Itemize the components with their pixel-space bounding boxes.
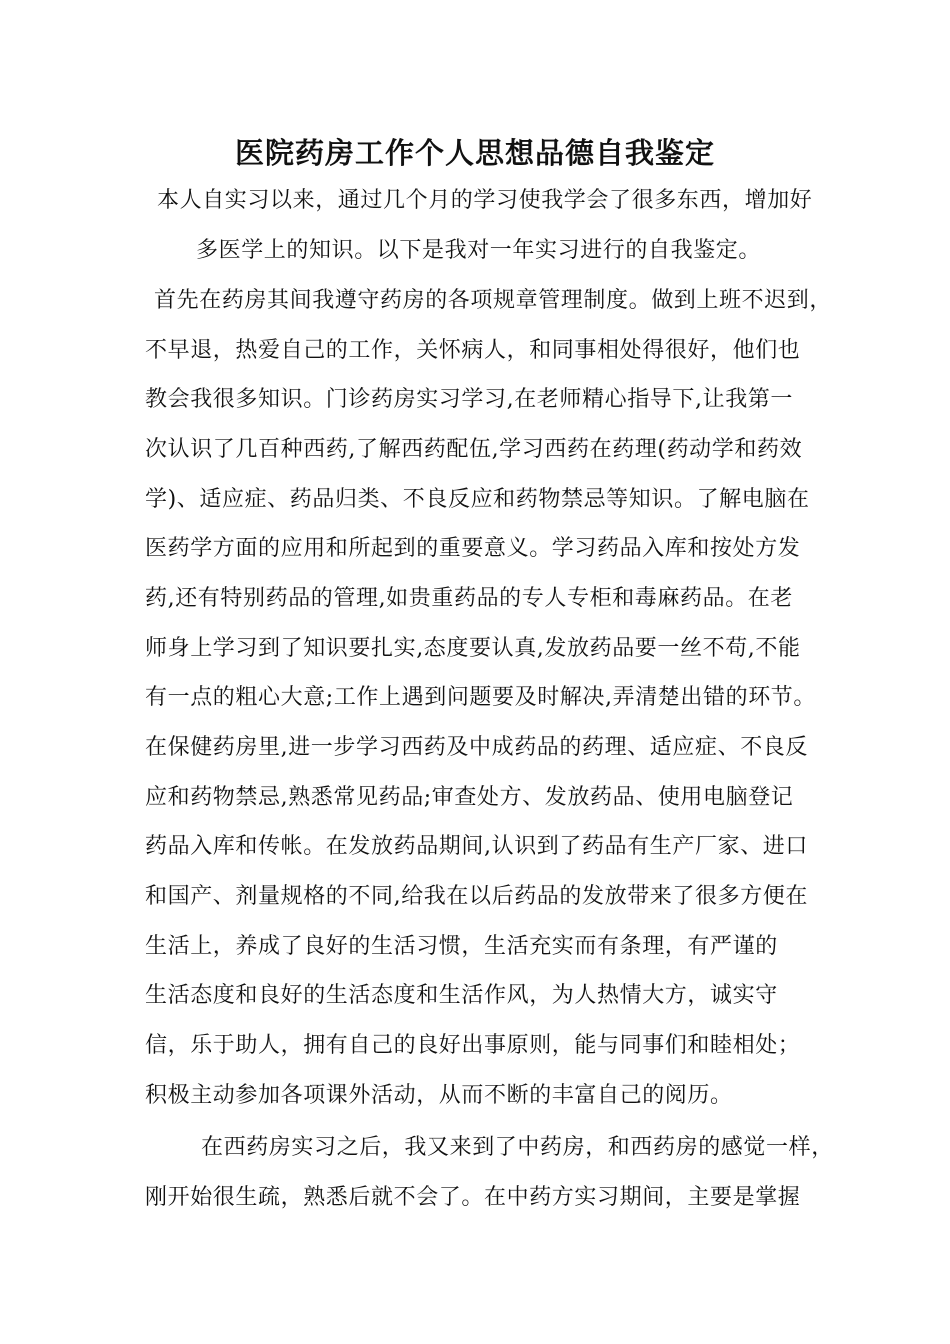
text-line-4: 不早退，热爱自己的工作，关怀病人，和同事相处得很好，他们也 [145,338,801,363]
text-line-12: 在保健药房里,进一步学习西药及中成药品的药理、适应症、不良反 [145,735,808,760]
text-line-8: 医药学方面的应用和所起到的重要意义。学习药品入库和按处方发 [145,536,801,561]
text-line-2: 多医学上的知识。以下是我对一年实习进行的自我鉴定。 [196,238,762,263]
text-line-21: 刚开始很生疏，熟悉后就不会了。在中药方实习期间，主要是掌握 [145,1185,801,1210]
text-line-10: 师身上学习到了知识要扎实,态度要认真,发放药品要一丝不苟,不能 [145,636,801,661]
text-line-15: 和国产、剂量规格的不同,给我在以后药品的发放带来了很多方便在 [145,884,808,909]
text-line-9: 药,还有特别药品的管理,如贵重药品的专人专柜和毒麻药品。在老 [145,586,793,611]
text-line-18: 信，乐于助人，拥有自己的良好出事原则，能与同事们和睦相处； [145,1033,801,1058]
text-line-7: 学)、适应症、药品归类、不良反应和药物禁忌等知识。了解电脑在 [145,487,810,512]
text-line-1: 本人自实习以来，通过几个月的学习使我学会了很多东西，增加好 [157,188,813,213]
text-line-6: 次认识了几百种西药,了解西药配伍,学习西药在药理(药动学和药效 [145,437,803,462]
text-line-3: 首先在药房其间我遵守药房的各项规章管理制度。做到上班不迟到， [154,288,833,313]
text-line-16: 生活上，养成了良好的生活习惯，生活充实而有条理，有严谨的 [145,934,778,959]
text-line-14: 药品入库和传帐。在发放药品期间,认识到了药品有生产厂家、进口 [145,834,808,859]
text-line-13: 应和药物禁忌,熟悉常见药品;审查处方、发放药品、使用电脑登记 [145,785,794,810]
text-line-17: 生活态度和良好的生活态度和生活作风，为人热情大方，诚实守 [145,983,778,1008]
document-title: 医院药房工作个人思想品德自我鉴定 [234,136,715,170]
text-line-20: 在西药房实习之后，我又来到了中药房，和西药房的感觉一样， [201,1135,834,1160]
text-line-19: 积极主动参加各项课外活动，从而不断的丰富自己的阅历。 [145,1083,733,1108]
text-line-11: 有一点的粗心大意;工作上遇到问题要及时解决,弄清楚出错的环节。 [145,685,817,710]
text-line-5: 教会我很多知识。门诊药房实习学习,在老师精心指导下,让我第一 [145,387,793,412]
